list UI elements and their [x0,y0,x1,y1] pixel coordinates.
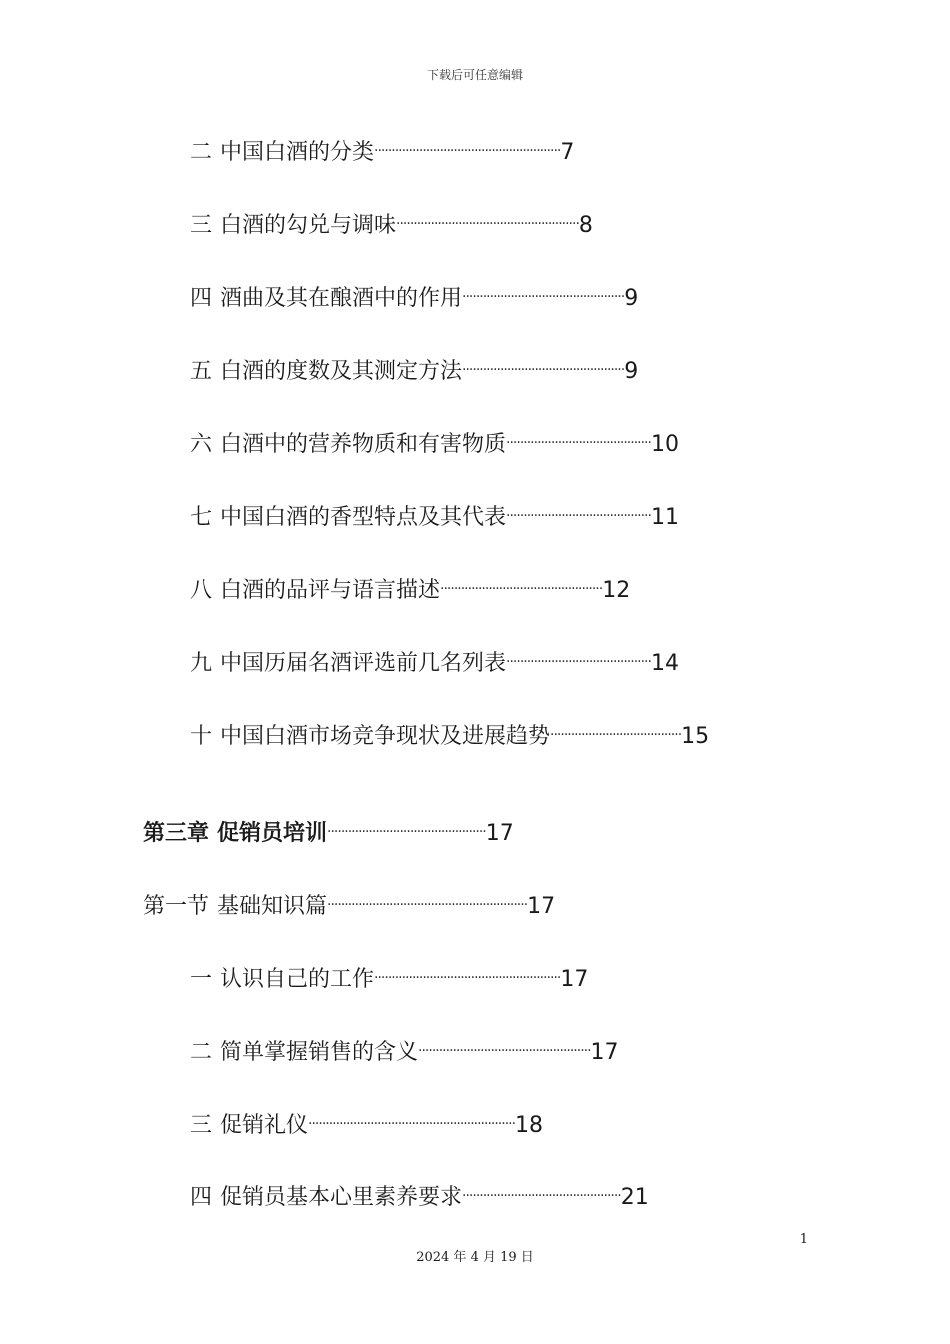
toc-entry-number: 五 [190,359,213,384]
toc-entry-number: 第一节 [143,894,210,919]
toc-entry-page: 12 [602,578,631,603]
toc-entry-number: 三 [190,213,213,238]
toc-entry[interactable] [190,720,709,752]
toc-entry[interactable] [190,1036,619,1068]
toc-entry-title: 认识自己的工作 [220,967,375,992]
toc-entry-title: 中国白酒市场竞争现状及进展趋势 [220,724,551,749]
toc-entry[interactable] [190,963,588,995]
toc-entry-page: 18 [515,1113,544,1138]
toc-leader-dots: ·············································· [327,824,486,840]
toc-entry-title: 酒曲及其在酿酒中的作用 [220,286,463,311]
toc-entry-page: 17 [590,1040,619,1065]
toc-entry-title: 促销礼仪 [220,1113,309,1138]
toc-leader-dots: ··············································· [462,362,625,378]
toc-entry-title: 白酒的勾兑与调味 [220,213,397,238]
toc-entry-title: 促销员基本心里素养要求 [220,1185,463,1210]
toc-entry-page: 17 [560,967,589,992]
toc-entry-number: 二 [190,140,213,165]
toc-leader-dots: ·················································· [418,1043,591,1059]
toc-entry-number: 三 [190,1113,213,1138]
toc-entry-page: 21 [620,1185,649,1210]
page-number: 1 [799,1232,808,1247]
toc-entry-title: 中国历届名酒评选前几名列表 [220,651,507,676]
toc-section-entry[interactable] [143,890,555,922]
toc-entry-title: 中国白酒的分类 [220,140,375,165]
toc-entry-page: 17 [527,894,556,919]
toc-entry-page: 7 [560,140,575,165]
toc-entry-number: 六 [190,432,213,457]
toc-entry-title: 简单掌握销售的含义 [220,1040,419,1065]
toc-entry-title: 基础知识篇 [217,894,328,919]
toc-entry-page: 15 [681,724,710,749]
toc-leader-dots: ··············································· [440,581,603,597]
toc-entry[interactable] [190,501,679,533]
toc-entry-title: 白酒中的营养物质和有害物质 [220,432,507,457]
toc-entry-page: 11 [650,505,679,530]
toc-entry-page: 14 [650,651,679,676]
toc-entry-page: 8 [578,213,593,238]
toc-entry[interactable] [190,574,630,606]
toc-entry-number: 四 [190,286,213,311]
toc-leader-dots: ·········································· [506,654,651,670]
toc-entry-page: 9 [624,359,639,384]
toc-entry[interactable] [190,647,679,679]
toc-entry[interactable] [190,136,574,168]
toc-entry-number: 一 [190,967,213,992]
toc-entry-number: 八 [190,578,213,603]
toc-entry-number: 第三章 [143,821,210,846]
toc-entry[interactable] [190,1181,649,1213]
header-note: 下载后可任意编辑 [426,68,523,82]
toc-entry[interactable] [190,428,679,460]
footer-date: 2024 年 4 月 19 日 [416,1250,534,1265]
toc-leader-dots: ······················································ [374,143,561,159]
toc-entry-title: 白酒的品评与语言描述 [220,578,441,603]
toc-leader-dots: ·········································· [506,508,651,524]
toc-entry-number: 九 [190,651,213,676]
toc-entry-page: 17 [485,821,514,846]
toc-entry[interactable] [190,1109,543,1141]
toc-entry-number: 七 [190,505,213,530]
toc-entry-page: 9 [624,286,639,311]
toc-leader-dots: ·············································· [462,1188,621,1204]
toc-entry-title: 促销员培训 [217,821,328,846]
toc-entry-number: 十 [190,724,213,749]
toc-entry-number: 二 [190,1040,213,1065]
toc-entry[interactable] [190,282,638,314]
toc-chapter-entry[interactable] [143,817,514,849]
toc-entry-title: 白酒的度数及其测定方法 [220,359,463,384]
toc-leader-dots: ···························································· [308,1116,516,1132]
toc-leader-dots: ······································ [550,727,682,743]
toc-leader-dots: ·········································· [506,435,651,451]
toc-leader-dots: ··············································· [462,289,625,305]
toc-entry[interactable] [190,209,593,241]
toc-entry-title: 中国白酒的香型特点及其代表 [220,505,507,530]
toc-leader-dots: ····················································· [396,216,579,232]
toc-entry-number: 四 [190,1185,213,1210]
toc-entry[interactable] [190,355,638,387]
toc-leader-dots: ······················································ [374,970,561,986]
toc-entry-page: 10 [650,432,679,457]
toc-leader-dots: ·························································· [327,897,528,913]
